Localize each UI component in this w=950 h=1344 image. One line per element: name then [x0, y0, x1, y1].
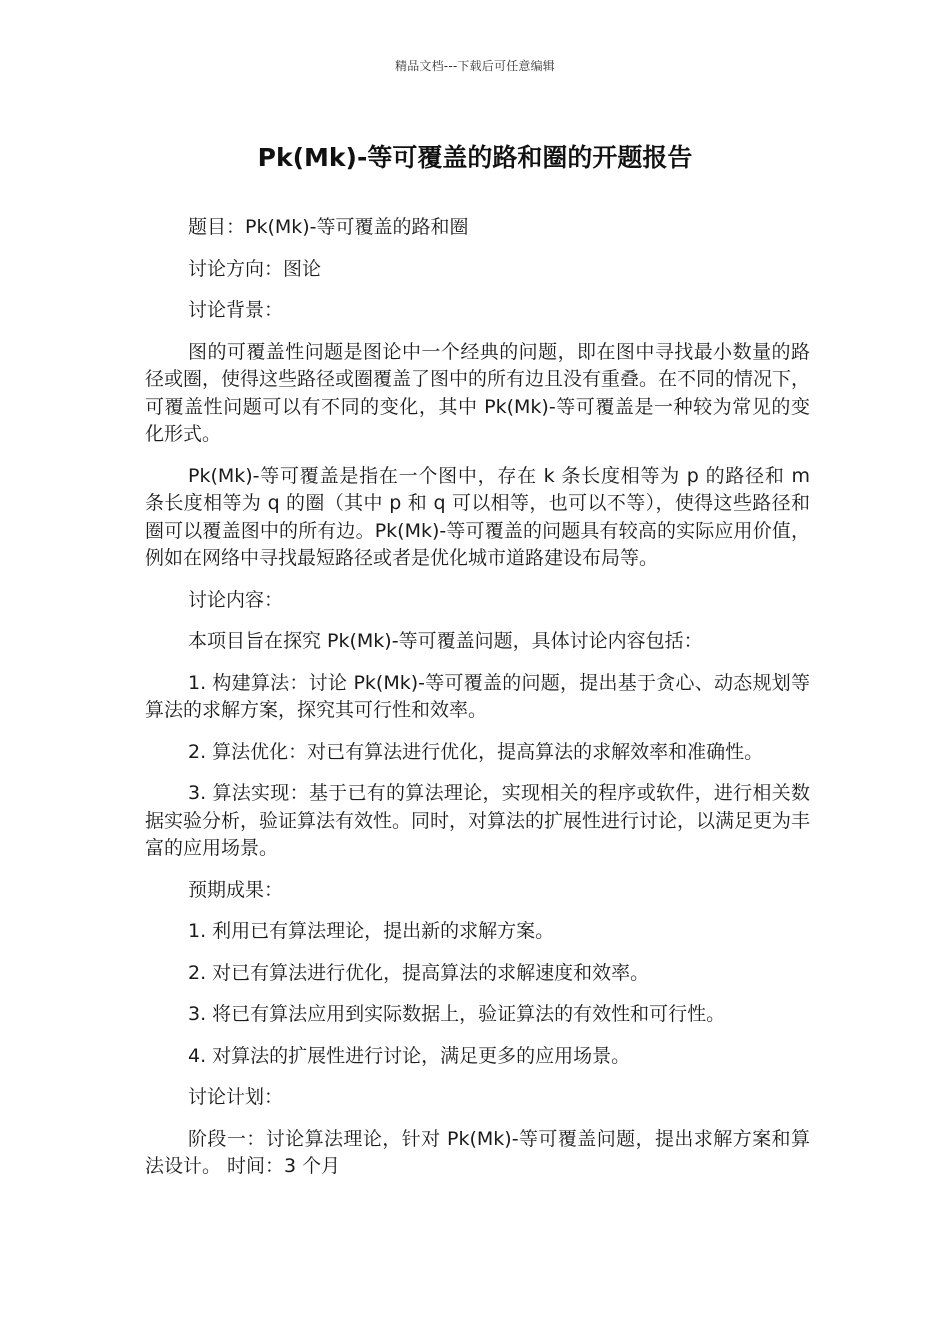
list-item-content-1: 1. 构建算法：讨论 Pk(Mk)-等可覆盖的问题，提出基于贪心、动态规划等算法的求解方案，探究其可行性和效率。 [145, 671, 810, 721]
list-item-result-2: 2. 对已有算法进行优化，提高算法的求解速度和效率。 [188, 961, 650, 984]
document-title: Pk(Mk)-等可覆盖的路和圈的开题报告 [257, 143, 693, 172]
list-item-result-4: 4. 对算法的扩展性进行讨论，满足更多的应用场景。 [188, 1044, 631, 1067]
paragraph-content-intro: 本项目旨在探究 Pk(Mk)-等可覆盖问题，具体讨论内容包括： [188, 630, 703, 652]
heading-plan: 讨论计划： [188, 1086, 284, 1108]
header-note: 精品文档---下载后可任意编辑 [395, 59, 555, 73]
list-item-content-2: 2. 算法优化：对已有算法进行优化，提高算法的求解效率和准确性。 [188, 740, 764, 763]
list-item-result-1: 1. 利用已有算法理论，提出新的求解方案。 [188, 920, 555, 942]
paragraph-direction: 讨论方向：图论 [188, 257, 322, 280]
paragraph-topic: 题目：Pk(Mk)-等可覆盖的路和圈 [188, 216, 469, 238]
heading-expected-results: 预期成果： [188, 878, 284, 901]
list-item-result-3: 3. 将已有算法应用到实际数据上，验证算法的有效性和可行性。 [188, 1003, 726, 1025]
paragraph-plan-stage-1: 阶段一：讨论算法理论，针对 Pk(Mk)-等可覆盖问题，提出求解方案和算法设计。 时间：3 个月 [145, 1127, 810, 1177]
list-item-content-3: 3. 算法实现：基于已有的算法理论，实现相关的程序或软件，进行相关数据实验分析，验证算法有效性。同时，对算法的扩展性进行讨论，以满足更为丰富的应用场景。 [145, 782, 811, 859]
paragraph-background-1: 图的可覆盖性问题是图论中一个经典的问题，即在图中寻找最小数量的路径或圈，使得这些路径或圈覆盖了图中的所有边且没有重叠。在不同的情况下，可覆盖性问题可以有不同的变化，其中 Pk(Mk)-等可覆盖是一种较为常见的变化形式。 [145, 340, 811, 445]
heading-background: 讨论背景： [188, 299, 284, 321]
document-body [145, 214, 810, 1195]
paragraph-background-2: Pk(Mk)-等可覆盖是指在一个图中，存在 k 条长度相等为 p 的路径和 m 条长度相等为 q 的圈（其中 p 和 q 可以相等，也可以不等），使得这些路径和圈可以覆盖图中的所有边。Pk(Mk)-等可覆盖的问题具有较高的实际应用价值，例如在网络中寻找最短路径或者是优化城市道路建设布局等。 [145, 464, 810, 569]
heading-content: 讨论内容： [188, 588, 284, 611]
